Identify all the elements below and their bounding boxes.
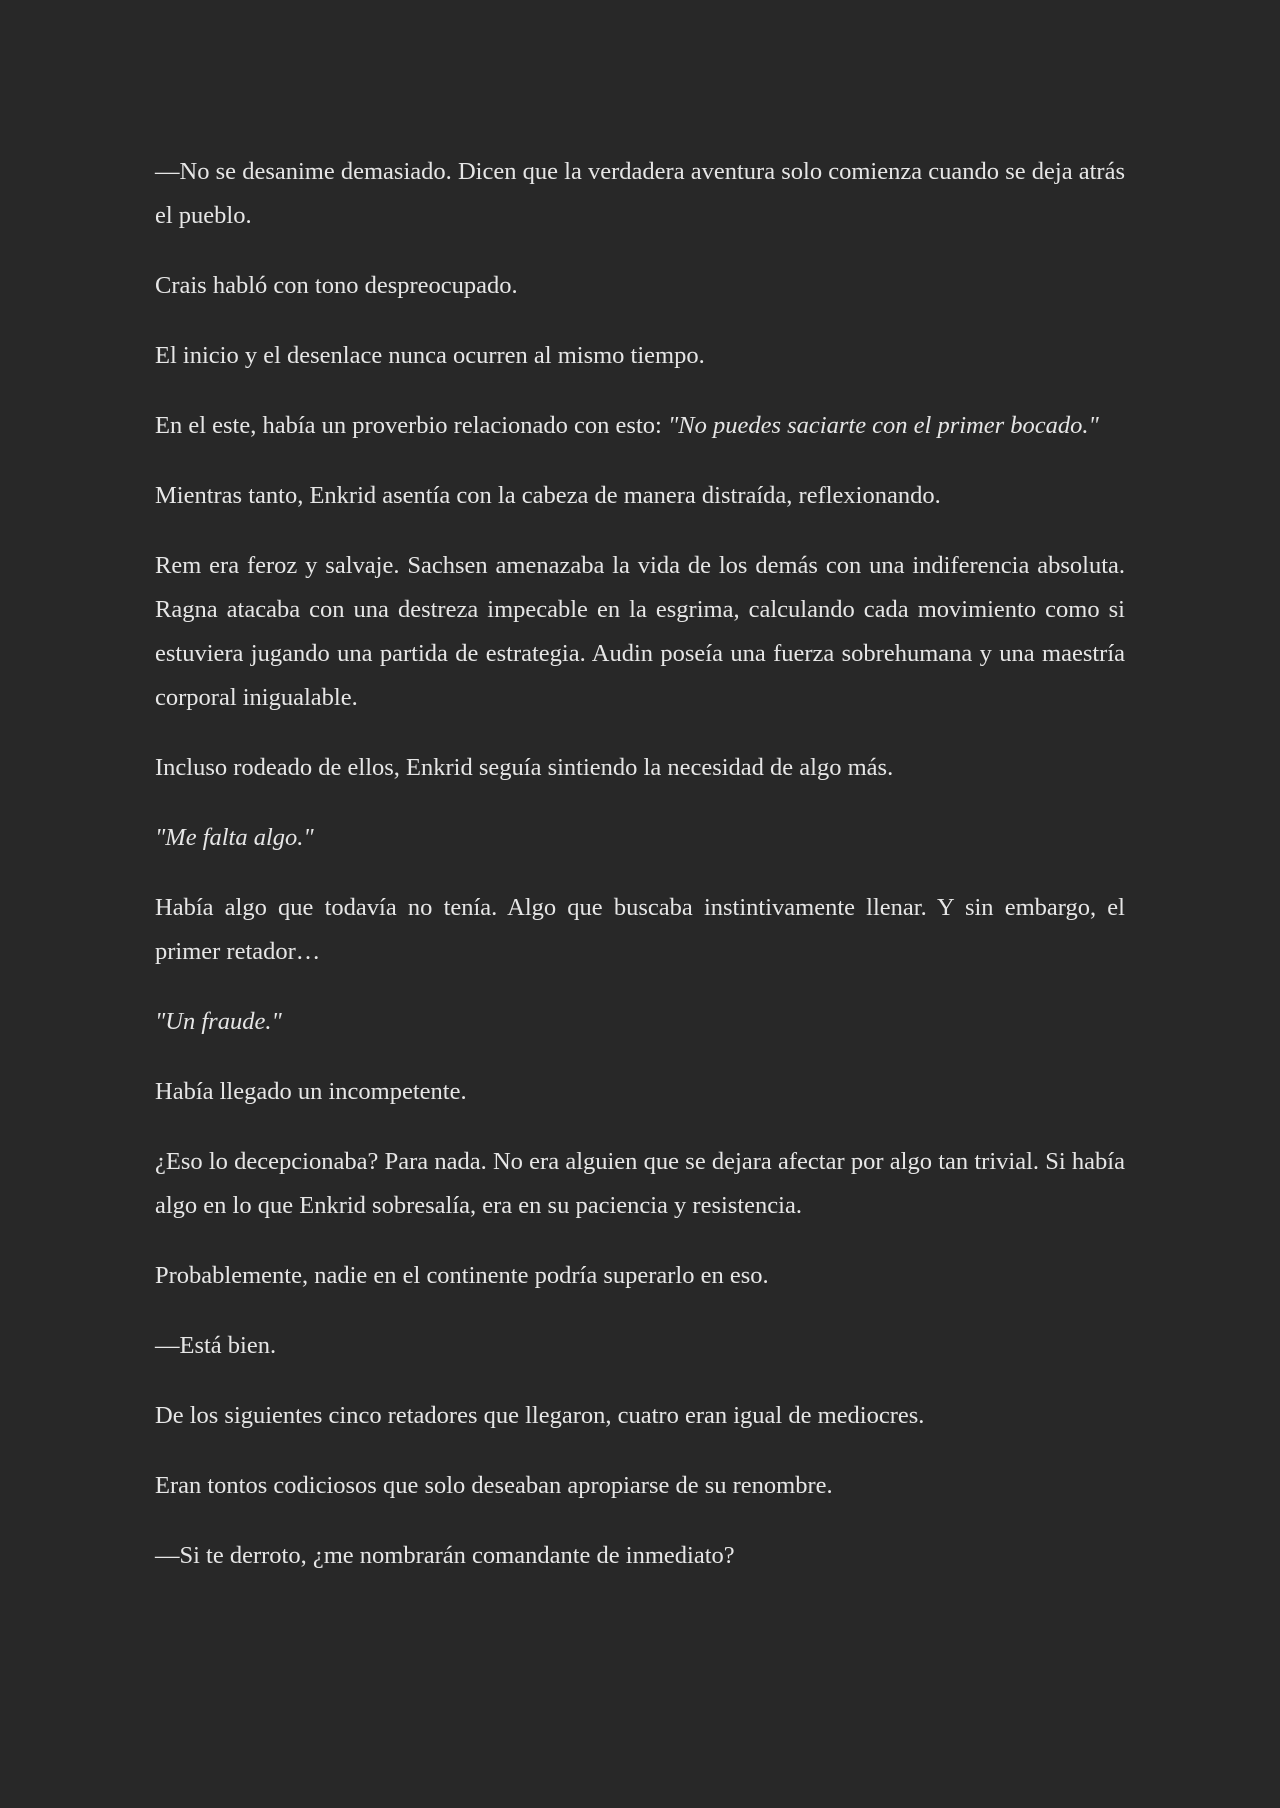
paragraph-text: Probablemente, nadie en el continente podría superarlo en eso. — [155, 1262, 769, 1289]
paragraph — [155, 334, 1125, 378]
paragraph — [155, 746, 1125, 790]
paragraph-text: Había llegado un incompetente. — [155, 1078, 467, 1105]
paragraph — [155, 404, 1125, 448]
paragraph — [155, 1394, 1125, 1438]
chapter-text — [155, 150, 1125, 1604]
paragraph — [155, 1464, 1125, 1508]
thought-quote: "Un fraude." — [155, 1008, 282, 1035]
paragraph — [155, 264, 1125, 308]
paragraph — [155, 1070, 1125, 1114]
paragraph — [155, 150, 1125, 238]
paragraph-text: —Está bien. — [155, 1332, 277, 1359]
paragraph — [155, 544, 1125, 720]
paragraph-text: Rem era feroz y salvaje. Sachsen amenazaba la vida de los demás con una indiferencia absoluta. Ragna atacaba con una destreza impecable en la esgrima, calculando cada movimiento como si estuviera jugando una partida de estrategia. Audin poseía una fuerza sobrehumana y una maestría corporal inigualable. — [155, 552, 1125, 711]
paragraph-text: —No se desanime demasiado. Dicen que la verdadera aventura solo comienza cuando se deja atrás el pueblo. — [155, 158, 1125, 229]
paragraph-text: En el este, había un proverbio relacionado con esto: — [155, 412, 668, 439]
paragraph-text: Incluso rodeado de ellos, Enkrid seguía sintiendo la necesidad de algo más. — [155, 754, 894, 781]
proverb-quote: "No puedes saciarte con el primer bocado." — [667, 412, 1099, 439]
paragraph-text: De los siguientes cinco retadores que llegaron, cuatro eran igual de mediocres. — [155, 1402, 925, 1429]
paragraph — [155, 816, 1125, 860]
paragraph-text: ¿Eso lo decepcionaba? Para nada. No era alguien que se dejara afectar por algo tan trivial. Si había algo en lo que Enkrid sobresalía, era en su paciencia y resistencia. — [155, 1148, 1125, 1219]
paragraph — [155, 1000, 1125, 1044]
paragraph — [155, 1324, 1125, 1368]
paragraph-text: El inicio y el desenlace nunca ocurren al mismo tiempo. — [155, 342, 705, 369]
paragraph-text: Mientras tanto, Enkrid asentía con la cabeza de manera distraída, reflexionando. — [155, 482, 941, 509]
paragraph-text: —Si te derroto, ¿me nombrarán comandante de inmediato? — [155, 1542, 735, 1569]
paragraph — [155, 1254, 1125, 1298]
thought-quote: "Me falta algo." — [155, 824, 314, 851]
paragraph — [155, 1534, 1125, 1578]
paragraph — [155, 1140, 1125, 1228]
paragraph-text: Crais habló con tono despreocupado. — [155, 272, 518, 299]
paragraph — [155, 474, 1125, 518]
paragraph-text: Había algo que todavía no tenía. Algo que buscaba instintivamente llenar. Y sin embargo, el primer retador… — [155, 894, 1125, 965]
paragraph-text: Eran tontos codiciosos que solo deseaban apropiarse de su renombre. — [155, 1472, 833, 1499]
paragraph — [155, 886, 1125, 974]
